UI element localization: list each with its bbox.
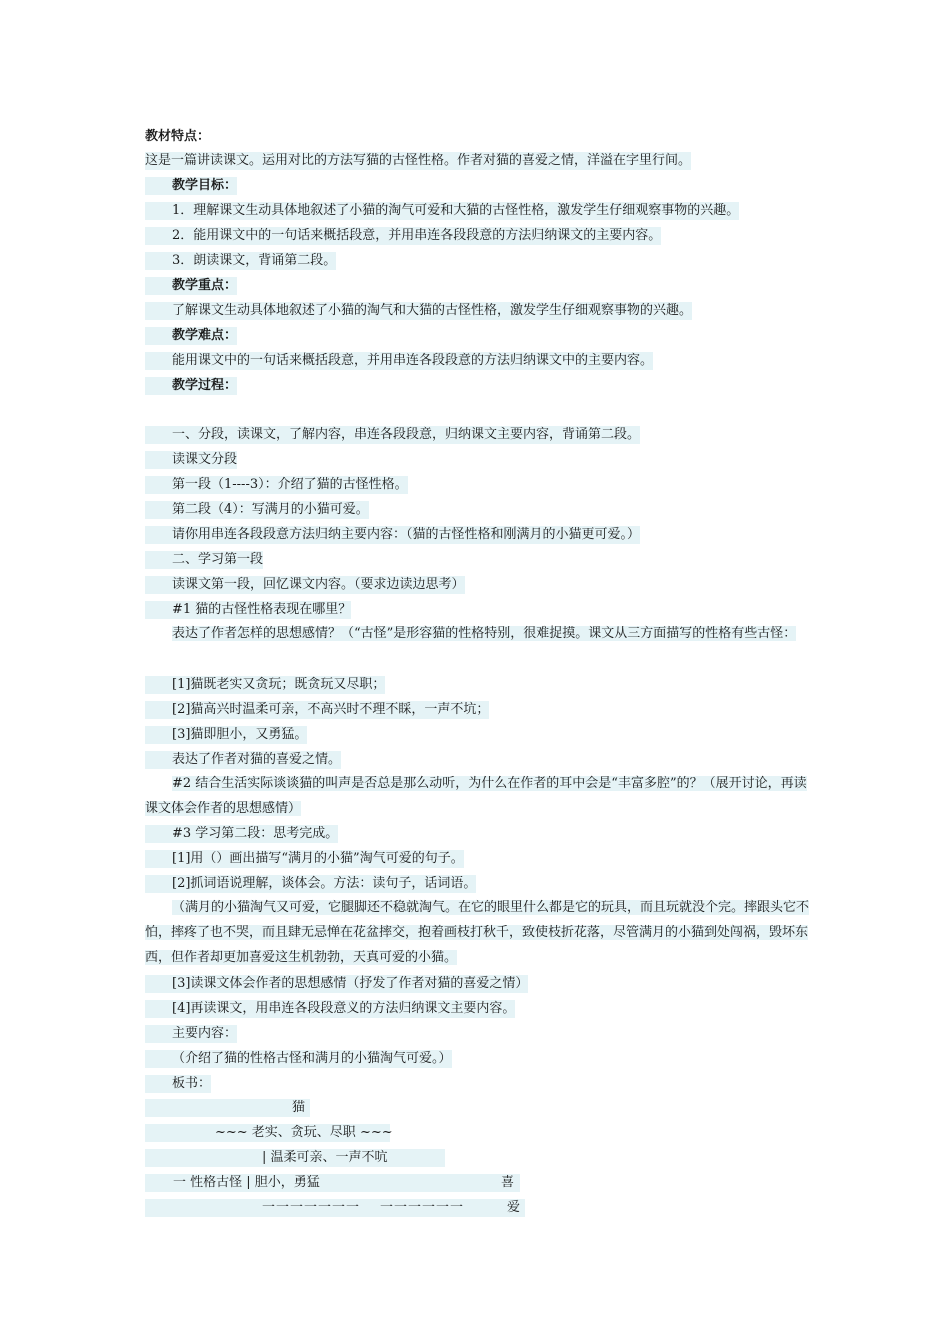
heading-difficulty: 教学难点： bbox=[145, 327, 237, 345]
heading-process: 教学过程： bbox=[145, 377, 237, 395]
process-line-5: 请你用串连各段段意方法归纳主要内容：（猫的古怪性格和刚满月的小猫更可爱。） bbox=[145, 526, 640, 544]
heading-features: 教材特点： bbox=[145, 129, 211, 144]
board-line-3-left: 一 性格古怪 | 胆小，勇猛 bbox=[173, 1175, 320, 1190]
trait-1: [1]猫既老实又贪玩；既贪玩又尽职； bbox=[145, 676, 385, 694]
paragraph-emotion-text: 表达了作者怎样的思想感情？（“古怪”是形容猫的性格特别，很难捉摸。课文从三方面描写的性格有些古怪： bbox=[172, 626, 797, 641]
trait-2: [2]猫高兴时温柔可亲，不高兴时不理不睬，一声不坑； bbox=[145, 701, 489, 719]
paragraph-question-2-text: #2 结合生活实际谈谈猫的叫声是否总是那么动听，为什么在作者的耳中会是“丰富多腔”的？（展开讨论，再读课文体会作者的思想感情） bbox=[145, 776, 807, 816]
board-line-4-right: 爱 bbox=[507, 1200, 521, 1215]
q3-line-1: #3 学习第二段：思考完成。 bbox=[145, 825, 338, 843]
paragraph-kitten bbox=[145, 895, 810, 970]
tail-line-3: 主要内容： bbox=[145, 1025, 237, 1043]
paragraph-kitten-text: （满月的小猫淘气又可爱，它腿脚还不稳就淘气。在它的眼里什么都是它的玩具，而且玩就没个完。摔跟头它不怕，摔疼了也不哭，而且肆无忌惮在花盆摔交，抱着画枝打秋千，致使枝折花落，尽管满月的小猫到处闯祸，毁坏东西，但作者却更加喜爱这生机勃勃，天真可爱的小猫。 bbox=[145, 900, 810, 965]
paragraph-difficulty: 能用课文中的一句话来概括段意，并用串连各段段意的方法归纳课文中的主要内容。 bbox=[145, 352, 653, 370]
paragraph-features: 这是一篇讲读课文。运用对比的方法写猫的古怪性格。作者对猫的喜爱之情，洋溢在字里行间。 bbox=[145, 153, 692, 168]
paragraph-key-points: 了解课文生动具体地叙述了小猫的淘气和大猫的古怪性格，激发学生仔细观察事物的兴趣。 bbox=[145, 302, 692, 320]
tail-line-4: （介绍了猫的性格古怪和满月的小猫淘气可爱。） bbox=[145, 1050, 452, 1068]
tail-line-1: [3]读课文体会作者的思想感情（抒发了作者对猫的喜爱之情） bbox=[145, 975, 528, 993]
tail-line-5: 板书： bbox=[145, 1075, 211, 1093]
paragraph-question-2 bbox=[145, 771, 810, 821]
process-line-2: 读课文分段 bbox=[145, 451, 237, 469]
goal-3: 3．朗读课文，背诵第二段。 bbox=[145, 252, 336, 270]
board-line-1: ~~~ 老实、贪玩、尽职 ~~~ bbox=[215, 1125, 393, 1140]
process-line-3: 第一段（1----3）：介绍了猫的古怪性格。 bbox=[145, 476, 408, 494]
process-line-7: 读课文第一段，回忆课文内容。（要求边读边思考） bbox=[145, 576, 465, 594]
trait-3: [3]猫即胆小，又勇猛。 bbox=[145, 726, 307, 744]
board-line-4-dash-2: 一一一一一一 bbox=[380, 1200, 465, 1215]
q3-line-3: [2]抓词语说理解，谈体会。方法：读句子，话词语。 bbox=[145, 875, 476, 893]
board-line-4-dash-1: 一一一一一一一 bbox=[262, 1200, 361, 1215]
process-line-4: 第二段（4）：写满月的小猫可爱。 bbox=[145, 501, 369, 519]
paragraph-love: 表达了作者对猫的喜爱之情。 bbox=[145, 751, 341, 769]
paragraph-emotion bbox=[145, 621, 810, 646]
heading-key-points: 教学重点： bbox=[145, 277, 237, 295]
heading-goals: 教学目标： bbox=[145, 177, 237, 195]
board-title: 猫 bbox=[292, 1100, 306, 1115]
process-line-8: #1 猫的古怪性格表现在哪里？ bbox=[145, 601, 351, 619]
process-line-1: 一、分段，读课文，了解内容，串连各段段意，归纳课文主要内容，背诵第二段。 bbox=[145, 426, 640, 444]
goal-2: 2．能用课文中的一句话来概括段意，并用串连各段段意的方法归纳课文的主要内容。 bbox=[145, 227, 661, 245]
goal-1: 1．理解课文生动具体地叙述了小猫的淘气可爱和大猫的古怪性格，激发学生仔细观察事物的兴趣。 bbox=[145, 202, 739, 220]
board-line-3-right: 喜 bbox=[501, 1175, 515, 1190]
board-line-2: | 温柔可亲、一声不吭 bbox=[262, 1150, 388, 1165]
q3-line-2: [1]用（）画出描写“满月的小猫”淘气可爱的句子。 bbox=[145, 850, 464, 868]
tail-line-2: [4]再读课文，用串连各段段意义的方法归纳课文主要内容。 bbox=[145, 1000, 515, 1018]
process-line-6: 二、学习第一段 bbox=[145, 551, 263, 569]
